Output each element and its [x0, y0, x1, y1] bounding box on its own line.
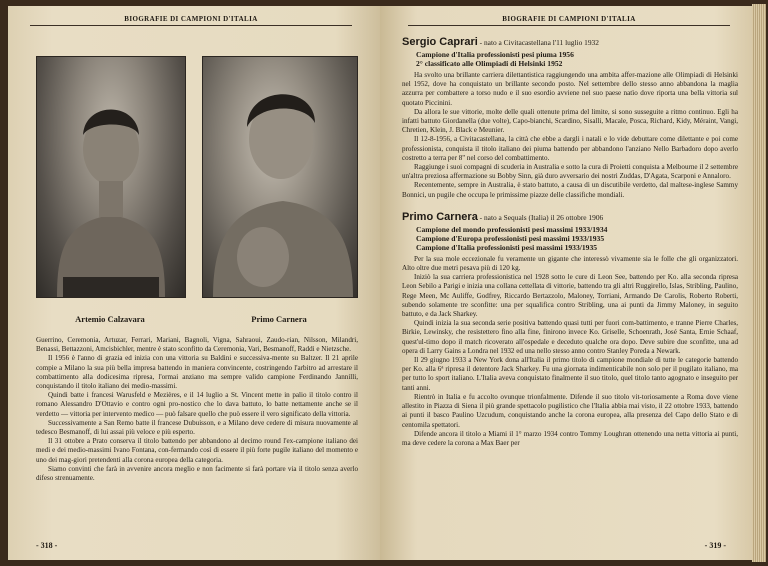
paragraph: Recentemente, sempre in Australia, è stato battuto, a causa di un discutibile verdetto, dal maltese-inglese Sammy Bonnici, un pugile che occupa le primissime piazze delle classifiche mondiali. — [402, 181, 738, 199]
page-number: - 318 - — [36, 541, 58, 550]
paragraph: Il 1956 è l'anno di grazia ed inizia con una vittoria su Baldini e successiva-mente su Baltzer. Il 21 aprile compie a Milano la sua più bella impresa battendo in maniera convincente, costringendo l'arbitro ad arrestare il combattimento alla dodicesima ripresa, l'ormai anziano ma sempre valido campione Ferdinando Jannilli, conquistando il titolo italiano dei medio-massimi. — [36, 354, 358, 391]
paragraph: Per la sua mole eccezionale fu veramente un gigante che interessò vivamente sia le folle che gli organizzatori. Alto oltre due metri pesava più di 120 kg. — [402, 254, 738, 273]
entry-caprari — [402, 30, 738, 200]
paragraph: Il 12-8-1956, a Civitacastellana, la città che ebbe a dargli i natali e lo vide debuttare come dilettante e poi come professionista, conquista il titolo italiano dei piuma battendo per abbandono l'anziano Nello Barbadoro dopo averlo costretto a terra per 8" nel corso del combattimento. — [402, 135, 738, 162]
paragraph: Successivamente a San Remo batte il francese Dubuisson, e a Milano deve cedere di misura nuovamente al tedesco Besmanoff, di lui assai più veloce e più esperto. — [36, 418, 358, 437]
titles-list — [416, 225, 738, 252]
paragraph: Ha svolto una brillante carriera dilettantistica raggiungendo una ambita affer-mazione alle Olimpiadi di Helsinki nel 1952, dove ha conquistato un brillante secondo posto. Nel settembre dello stesso anno abbandona la maglia azzurra per combattere a torso nudo e il suo esordio avviene nel suo paese natìo dove riporta una bella vittoria sul quotato Piccinini. — [402, 71, 738, 107]
birth-info: - nato a Sequals (Italia) il 26 ottobre 1906 — [477, 212, 604, 222]
paragraph: Da allora le sue vittorie, molte delle quali ottenute prima del limite, si sono susseguite a ritmo continuo. Egli ha infatti battuto Giordanella (due volte), Capo-bianchi, Scardino, Sisalli, Macale, Posca, Richard, Kidy, Méraint, Vangi, Chretien, Klein, J. Black e Meunier. — [402, 107, 738, 135]
left-page — [8, 6, 380, 560]
entry-carnera — [402, 205, 738, 448]
caption-calzavara: Artemio Calzavara — [75, 314, 145, 324]
boxer-name: Primo Carnera — [402, 210, 478, 223]
paragraph: Raggiunge i suoi compagni di scuderia in Australia e sotto la cura di Proietti conquista a Melbourne il 2 settembre un'altra preziosa affermazione su Bobby Sinn, già duro avversario dei nostri Zuddas, D'Agata, Scarponi e Annaloro. — [402, 163, 738, 181]
biography-text — [402, 71, 738, 200]
running-header: BIOGRAFIE DI CAMPIONI D'ITALIA — [30, 15, 352, 26]
biography-column — [402, 30, 738, 453]
entry-heading — [402, 205, 738, 224]
title-line: Campione d'Europa professionisti pesi massimi 1933/1935 — [416, 233, 605, 243]
title-line: 2° classificato alle Olimpiadi di Helsinki 1952 — [416, 59, 563, 68]
titles-list — [416, 50, 738, 68]
paragraph: Guerrino, Ceremonia, Artuzar, Ferrari, Mariani, Bagnoli, Vigna, Sahraoui, Zaudo-rian, Nilsson, Milandri, Benassi, Bettazzoni, Amcisbichler, mentre è stato sconfitto da Ceremonia, Vari, Besmanoff, Raddi e Nietzsche. — [36, 336, 358, 354]
photos — [36, 56, 354, 304]
right-page — [380, 6, 752, 560]
boxer-name: Sergio Caprari — [402, 36, 478, 48]
paragraph: Iniziò la sua carriera professionistica nel 1928 sotto le cure di Leon See, battendo per Ko. alla seconda ripresa Leon Sebilo a Parigi e inizia una collana cettellata di vittorie, battendo tra gli altri Ruggirello, Islas, Stribling, Paulino, Rege Meen, Mc Auliffe, Godfrey, Riccardo Bertazzolo, Maloney, Torriani, Armando De Carolis, Roberto Roberti, subendo solamente tre sconfitte: una per squalifica contro Stribling, una ai punti da Jimmy Maloney, in seguito battuto, e da Jack Sharkey. — [402, 273, 738, 319]
title-line: Campione d'Italia professionisti pesi piuma 1956 — [416, 50, 574, 59]
photo-calzavara — [36, 56, 186, 298]
caption-carnera: Primo Carnera — [251, 314, 307, 324]
running-header: BIOGRAFIE DI CAMPIONI D'ITALIA — [408, 15, 730, 26]
boxer-portrait-illustration — [203, 57, 357, 297]
paragraph: Difende ancora il titolo a Miami il 1° marzo 1934 contro Tommy Loughran ottenendo una netta vittoria ai punti, ma deve cedere la corona a Max Baer per — [402, 429, 738, 447]
biography-text — [36, 336, 358, 483]
title-line: Campione del mondo professionisti pesi massimi 1933/1934 — [416, 224, 608, 234]
paragraph: Rientrò in Italia e fu accolto ovunque trionfalmente. Difende il suo titolo vit-toriosamente a Roma dove viene allestito in Piazza di Siena il più grande spettacolo pugilistico che l'Italia abbia mai visto, il 22 ottobre 1933, battendo ai punti il basco Paulino Uzcudum, conquistando anche la corona europea, alla presenza del Capo dello Stato e di centomila spettatori. — [402, 392, 738, 429]
title-line: Campione d'Italia professionisti pesi massimi 1933/1935 — [416, 242, 598, 252]
paragraph: Siamo convinti che farà in avvenire ancora meglio e non facimente si farà portare via il titolo senza averlo difeso strenuamente. — [36, 464, 358, 483]
paragraph: Il 31 ottobre a Prato conserva il titolo battendo per abbandono al decimo round l'ex-campione italiano dei medi e dei medio-massimi Ivano Fontana, con-fermando così di essere il più forte pugile italiano del momento e uno dei mag-giori pretendenti alla corona europea della categoria. — [36, 437, 358, 464]
photo-carnera — [202, 56, 358, 298]
page-edges — [752, 4, 766, 562]
page-number: - 319 - — [704, 541, 726, 550]
paragraph: Quindi inizia la sua seconda serie positiva battendo quasi tutti per fuori com-battimento, e tranne Pierre Charles, Birkie, Lewinsky, che resistettero fino alla fine, finirono invece Ko. Griselle, Schoenrath, José Santa, Ernie Schaaf, quest'ul-timo dopo il match ricoverato all'ospedale e deceduto qualche ora dopo. Deve subire due sconfitte, una ad opera di Larry Gains a Londra nel 1932 ed una nello stesso anno contro Stanley Poreda a Newark. — [402, 319, 738, 355]
boxer-portrait-illustration — [37, 57, 185, 297]
entry-heading — [402, 30, 738, 49]
biography-text — [402, 255, 738, 448]
birth-info: - nato a Civitacastellana l'11 luglio 1932 — [477, 38, 599, 47]
paragraph: Il 29 giugno 1933 a New York dona all'Italia il primo titolo di campione mondiale di tutte le categorie battendo per Ko. alla 6ª ripresa il detentore Jack Sharkey. Fu una giornata indimenticabile non solo per il pugilato italiano, ma per tutto lo sport italiano. L'Italia aveva conquistato finalmente il suo titolo, quel titolo tanto agognato e inseguito per tanti anni. — [402, 356, 738, 392]
paragraph: Quindi batte i francesi Warusfeld e Mezières, e il 14 luglio a St. Vincent mette in palio il titolo contro il romano Alessandro D'Ottavio e contro ogni pro-nostico che lo dava battuto, lo batte nettamente anche se il verdetto — vittoria per intervento medico — può falsare quello che può essere il vero significato della vittoria. — [36, 391, 358, 418]
